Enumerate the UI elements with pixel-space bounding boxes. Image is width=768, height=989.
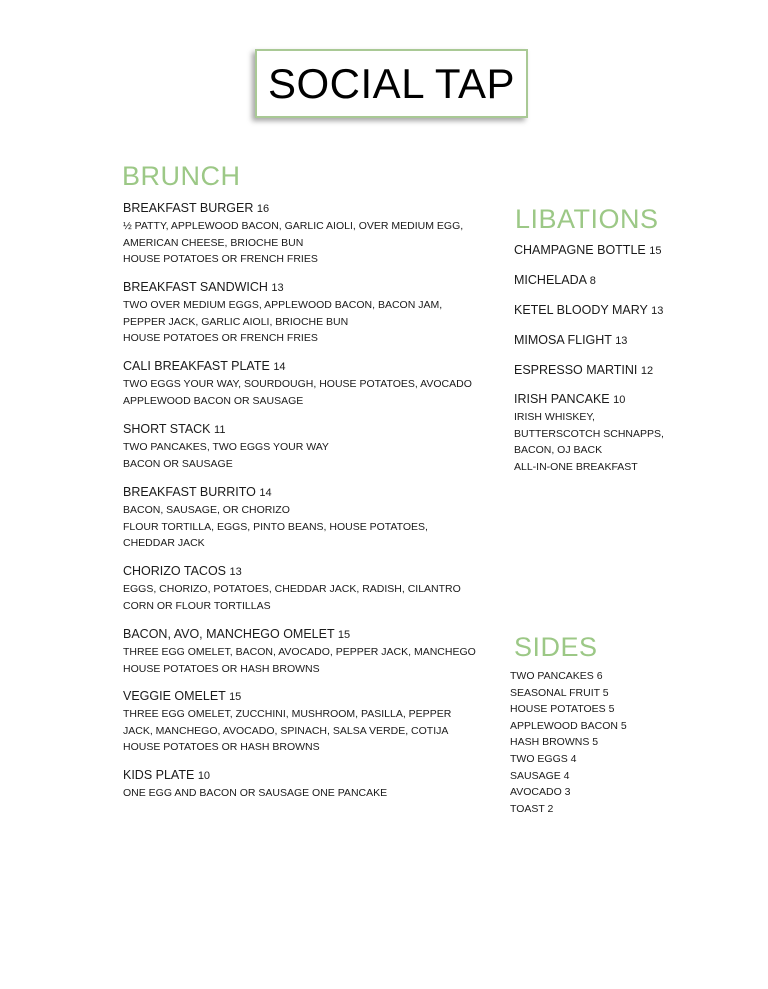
menu-item-price: 13 [651, 305, 664, 317]
menu-item-name: MIMOSA FLIGHT [514, 333, 612, 347]
menu-item-name: KETEL BLOODY MARY [514, 303, 648, 317]
menu-item-price: 11 [214, 424, 226, 436]
menu-item-name: VEGGIE OMELET [123, 689, 226, 703]
side-item: TWO PANCAKES 6 [510, 670, 603, 682]
menu-item-price: 15 [337, 629, 351, 641]
menu-item-title [514, 242, 714, 260]
menu-item-description: ALL-IN-ONE BREAKFAST [514, 460, 638, 473]
menu-item-price: 13 [271, 282, 284, 294]
menu-item-description: BACON, OJ BACK [514, 444, 603, 456]
menu-item-price: 14 [259, 487, 272, 499]
side-item: AVOCADO 3 [510, 786, 571, 799]
menu-item-title [123, 421, 483, 439]
menu-item-description: JACK, MANCHEGO, AVOCADO, SPINACH, SALSA VERDE, COTIJA [123, 724, 449, 737]
menu-item-title [514, 272, 714, 290]
sides-list [510, 668, 627, 817]
menu-item [123, 421, 483, 472]
menu-item [123, 484, 483, 552]
menu-item-description: IRISH WHISKEY, [514, 411, 595, 423]
menu-item-name: KIDS PLATE [123, 768, 195, 782]
sides-heading: SIDES [514, 632, 598, 662]
menu-item-description: ½ PATTY, APPLEWOOD BACON, GARLIC AIOLI, OVER MEDIUM EGG, [123, 220, 464, 232]
menu-item [123, 358, 483, 409]
menu-item-price: 16 [256, 203, 270, 215]
menu-item-title [514, 332, 714, 350]
menu-item-name: CHAMPAGNE BOTTLE [514, 243, 646, 257]
menu-item-price: 15 [229, 691, 242, 703]
menu-item-description: THREE EGG OMELET, BACON, AVOCADO, PEPPER JACK, MANCHEGO [123, 646, 476, 658]
menu-item-name: MICHELADA [514, 273, 587, 287]
menu-item-title [123, 626, 483, 644]
side-item: HASH BROWNS 5 [510, 736, 599, 749]
menu-item-description: HOUSE POTATOES OR HASH BROWNS [123, 741, 320, 753]
menu-item-title [123, 563, 483, 581]
libations-heading: LIBATIONS [515, 204, 659, 234]
menu-item [514, 391, 714, 475]
menu-item [123, 200, 483, 268]
menu-item-description: TWO OVER MEDIUM EGGS, APPLEWOOD BACON, BACON JAM, [123, 299, 443, 311]
menu-item-description: ONE EGG AND BACON OR SAUSAGE ONE PANCAKE [123, 787, 388, 799]
menu-item [514, 362, 714, 380]
side-item: TOAST 2 [510, 802, 554, 815]
menu-item-price: 14 [273, 361, 286, 373]
brunch-heading: BRUNCH [122, 161, 241, 191]
menu-item-name: ESPRESSO MARTINI [514, 363, 638, 377]
side-item: SEASONAL FRUIT 5 [510, 686, 609, 699]
menu-item-title [123, 767, 483, 785]
menu-item-name: CALI BREAKFAST PLATE [123, 359, 270, 373]
menu-item-name: SHORT STACK [123, 422, 211, 436]
menu-item-description: BACON OR SAUSAGE [123, 457, 233, 470]
menu-item [123, 767, 483, 802]
side-item: TWO EGGS 4 [510, 752, 577, 765]
menu-item-price: 15 [649, 245, 662, 257]
page-title: SOCIAL TAP [268, 59, 515, 107]
menu-item-description: HOUSE POTATOES OR FRENCH FRIES [123, 332, 318, 344]
menu-item-description: PEPPER JACK, GARLIC AIOLI, BRIOCHE BUN [123, 315, 349, 328]
menu-item-price: 10 [613, 394, 626, 406]
menu-item [123, 626, 483, 677]
menu-item-name: CHORIZO TACOS [123, 564, 227, 578]
menu-item [123, 688, 483, 756]
menu-item-description: BUTTERSCOTCH SCHNAPPS, [514, 427, 664, 440]
menu-item-name: BACON, AVO, MANCHEGO OMELET [123, 627, 335, 641]
menu-item-price: 13 [615, 335, 628, 347]
menu-item-description: HOUSE POTATOES OR HASH BROWNS [123, 662, 320, 675]
menu-item-description: TWO PANCAKES, TWO EGGS YOUR WAY [123, 441, 329, 453]
menu-item-price: 10 [197, 770, 211, 782]
menu-item-price: 8 [589, 275, 596, 287]
menu-item-title [123, 358, 483, 376]
menu-item [514, 302, 714, 320]
menu-item-price: 12 [640, 365, 654, 377]
title-box [255, 49, 528, 118]
menu-item [514, 242, 714, 260]
menu-item-description: TWO EGGS YOUR WAY, SOURDOUGH, HOUSE POTATOES, AVOCADO [123, 378, 472, 390]
menu-item-description: FLOUR TORTILLA, EGGS, PINTO BEANS, HOUSE POTATOES, [123, 520, 428, 533]
menu-item [514, 332, 714, 350]
menu-item-description: CHEDDAR JACK [123, 537, 205, 549]
menu-item-title [123, 279, 483, 297]
menu-item-title [123, 688, 483, 706]
menu-item-title [514, 391, 714, 409]
menu-item-description: AMERICAN CHEESE, BRIOCHE BUN [123, 236, 304, 249]
menu-item-title [514, 362, 714, 380]
menu-item-description: CORN OR FLOUR TORTILLAS [123, 599, 271, 612]
menu-item-name: BREAKFAST BURRITO [123, 485, 256, 499]
side-item: APPLEWOOD BACON 5 [510, 719, 627, 732]
menu-item-description: BACON, SAUSAGE, OR CHORIZO [123, 504, 290, 516]
menu-item-name: IRISH PANCAKE [514, 392, 610, 406]
menu-item-description: APPLEWOOD BACON OR SAUSAGE [123, 394, 304, 407]
menu-item-title [123, 200, 483, 218]
menu-item-description: THREE EGG OMELET, ZUCCHINI, MUSHROOM, PASILLA, PEPPER [123, 708, 452, 720]
menu-item [123, 563, 483, 614]
menu-item [123, 279, 483, 347]
menu-item-name: BREAKFAST SANDWICH [123, 280, 268, 294]
menu-item [514, 272, 714, 290]
side-item: HOUSE POTATOES 5 [510, 703, 615, 716]
menu-item-name: BREAKFAST BURGER [123, 201, 254, 215]
side-item: SAUSAGE 4 [510, 769, 570, 782]
menu-item-title [514, 302, 714, 320]
menu-item-description: EGGS, CHORIZO, POTATOES, CHEDDAR JACK, RADISH, CILANTRO [123, 583, 461, 595]
menu-item-title [123, 484, 483, 502]
menu-item-description: HOUSE POTATOES OR FRENCH FRIES [123, 253, 318, 265]
menu-item-price: 13 [229, 566, 242, 578]
